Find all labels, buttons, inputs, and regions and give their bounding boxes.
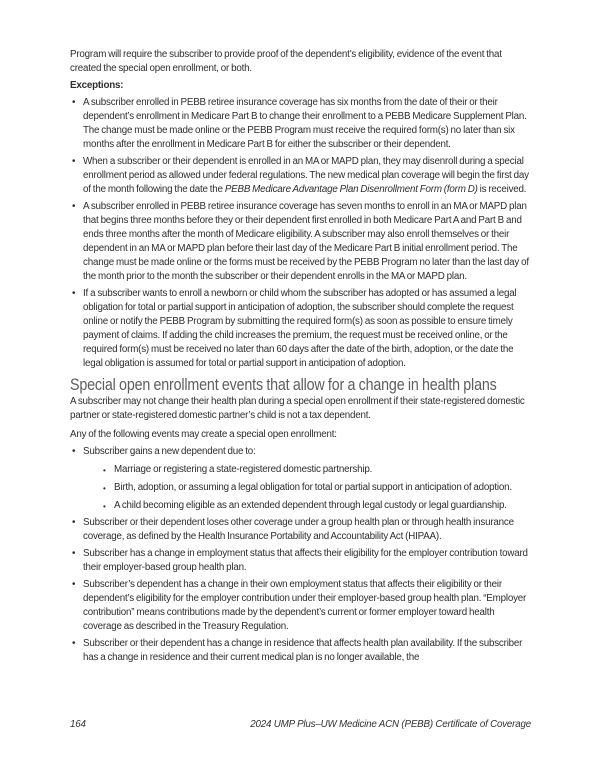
bullet-text: is received. <box>477 184 527 195</box>
bullet-text: Subscriber gains a new dependent due to: <box>83 446 256 457</box>
list-item <box>70 155 531 197</box>
section-heading: Special open enrollment events that allow for a change in health plans <box>70 375 497 394</box>
list-item <box>70 287 531 371</box>
intro-paragraph: Program will require the subscriber to provide proof of the dependent’s eligibility, evidence of the event that created the special open enrollment, or both. <box>70 49 502 74</box>
list-item <box>70 578 531 634</box>
bullet-text: Subscriber or their dependent has a change in residence that affects health plan availability. If the subscriber has a change in residence and their current medical plan is no longer available, the <box>83 638 523 663</box>
special-enrollment-events-list <box>70 445 531 665</box>
bullet-text: Marriage or registering a state-registered domestic partnership. <box>114 464 373 475</box>
form-title-italic: PEBB Medicare Advantage Plan Disenrollment Form (form D) <box>224 184 478 195</box>
sub-list-item <box>101 481 531 495</box>
list-item <box>70 516 531 544</box>
bullet-text: A child becoming eligible as an extended dependent through legal custody or legal guardianship. <box>114 500 507 511</box>
document-title: 2024 UMP Plus–UW Medicine ACN (PEBB) Certificate of Coverage <box>250 719 531 730</box>
sub-list-item <box>101 463 531 477</box>
bullet-text: A subscriber enrolled in PEBB retiree insurance coverage has seven months to enroll in an MA or MAPD plan that begins three months before they or their dependent first enrolled in both Medicare Part A and Part B and ends three months after the month of Medicare eligibility. A subscriber may also enroll themselves or their dependent in an MA or MAPD plan before their last day of the Medicare Part B initial enrollment period. The change must be made online or the forms must be received by the PEBB Program no later than the last day of the month prior to the month the subscriber or their dependent enrolls in the MA or MAPD plan. <box>83 201 529 282</box>
section-intro-paragraph: A subscriber may not change their health plan during a special open enrollment if their state-registered domestic partner or state-registered domestic partner’s child is not a tax dependent. <box>70 396 525 421</box>
exceptions-heading: Exceptions: <box>70 80 124 91</box>
exceptions-list <box>70 96 531 371</box>
events-lead-in: Any of the following events may create a special open enrollment: <box>70 429 337 440</box>
list-item <box>70 445 531 513</box>
page-footer <box>70 719 531 730</box>
bullet-text: A subscriber enrolled in PEBB retiree insurance coverage has six months from the date of their or their dependent’s enrollment in Medicare Part B to change their enrollment to a PEBB Medicare Supplement Plan. The change must be made online or the PEBB Program must receive the required form(s) no later than six months after the enrollment in Medicare Part B for either the subscriber or their dependent. <box>83 97 527 150</box>
bullet-text: Birth, adoption, or assuming a legal obligation for total or partial support in anticipation of adoption. <box>114 482 512 493</box>
list-item <box>70 547 531 575</box>
sub-list-item <box>101 499 531 513</box>
sub-list <box>101 463 531 513</box>
bullet-text: When a subscriber or their dependent is enrolled in an MA or MAPD plan, they may disenroll during a special enrollment period as allowed under federal regulations. The new medical plan coverage will begin the first day of the month following the date the <box>83 156 529 195</box>
bullet-text: Subscriber or their dependent loses other coverage under a group health plan or through health insurance coverage, as defined by the Health Insurance Portability and Accountability Act (HIPAA). <box>83 517 514 542</box>
bullet-text: Subscriber’s dependent has a change in their own employment status that affects their eligibility or their dependent’s eligibility for the employer contribution under their employer-based group health plan. “Employer contribution” means contributions made by the dependent’s current or former employer toward health coverage as described in the Treasury Regulation. <box>83 579 527 632</box>
page-body <box>70 48 531 665</box>
bullet-text: If a subscriber wants to enroll a newborn or child whom the subscriber has adopted or has assumed a legal obligation for total or partial support in anticipation of adoption, the subscriber should complete the request online or notify the PEBB Program by submitting the required form(s) as soon as possible to ensure timely payment of claims. If adding the child increases the premium, the request must be received online, or the required form(s) must be received no later than 60 days after the date of the birth, adoption, or the date the legal obligation is assumed for total or partial support in anticipation of adoption. <box>83 288 517 369</box>
list-item <box>70 637 531 665</box>
list-item <box>70 200 531 284</box>
bullet-text: Subscriber has a change in employment status that affects their eligibility for the employer contribution toward their employer-based group health plan. <box>83 548 528 573</box>
page-number: 164 <box>70 719 86 730</box>
list-item <box>70 96 531 152</box>
